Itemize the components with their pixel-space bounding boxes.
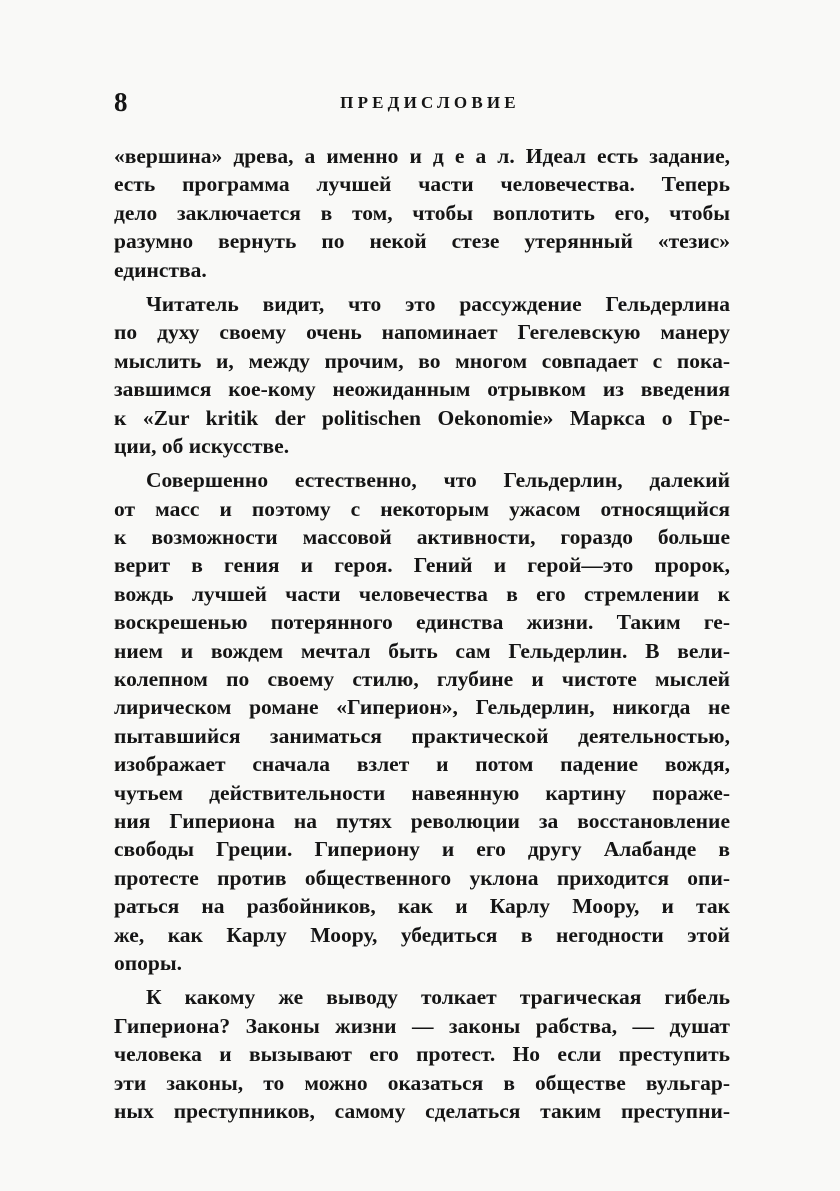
text-line: дело заключается в том, чтобы воплотить его, чтобы — [114, 200, 730, 225]
text-line: по духу своему очень напоминает Гегелевскую манеру — [114, 320, 730, 345]
text-line: воскрешенью потерянного единства жизни. Таким ге- — [114, 610, 730, 635]
text-line: завшимся кое-кому неожиданным отрывком из введения — [114, 377, 730, 402]
text-line: Совершенно естественно, что Гельдерлин, далекий — [146, 468, 730, 493]
text-line: же, как Карлу Моору, убедиться в негодности этой — [114, 922, 730, 947]
text-line: Читатель видит, что это рассуждение Гельдерлина — [146, 291, 730, 316]
text-line: нием и вождем мечтал быть сам Гельдерлин. В вели- — [114, 638, 730, 663]
running-head: ПРЕДИСЛОВИЕ — [340, 93, 520, 112]
text-line: раться на разбойников, как и Карлу Моору, и так — [114, 894, 730, 919]
text-line: человека и вызывают его протест. Но если преступить — [114, 1042, 730, 1067]
text-line: к «Zur kritik der politischen Oekonomie» Маркса о Гре- — [114, 405, 730, 430]
paragraph-4 — [114, 983, 730, 1125]
text-line: эти законы, то можно оказаться в обществе вульгар- — [114, 1070, 730, 1095]
text-line: ции, об искусстве. — [114, 433, 290, 458]
paragraph-2 — [114, 290, 730, 460]
text-line: протесте против общественного уклона приходится опи- — [114, 865, 730, 890]
text-line: лирическом романе «Гиперион», Гельдерлин, никогда не — [114, 695, 730, 720]
text-line: Гипериона? Законы жизни — законы рабства, — душат — [114, 1013, 730, 1038]
text-line: чутьем действительности навеянную картину пораже- — [114, 780, 730, 805]
text-line: разумно вернуть по некой стезе утерянный «тезис» — [114, 229, 730, 254]
text-line: вождь лучшей части человечества в его стремлении к — [114, 581, 730, 606]
text-line: верит в гения и героя. Гений и герой—это пророк, — [114, 553, 730, 578]
text-line: «вершина» древа, а именно и д е а л. Идеал есть задание, — [114, 144, 730, 168]
text-line: колепном по своему стилю, глубине и чистоте мыслей — [114, 667, 730, 692]
text-line: есть программа лучшей части человечества. Теперь — [114, 172, 730, 197]
text-line: мыслить и, между прочим, во многом совпадает с пока- — [114, 348, 730, 373]
paragraph-3 — [114, 466, 730, 977]
text-line: ния Гипериона на путях революции за восстановление — [114, 808, 730, 833]
text-line: изображает сначала взлет и потом падение вождя, — [114, 752, 730, 777]
text-line: опоры. — [114, 950, 183, 975]
text-line: К какому же выводу толкает трагическая гибель — [146, 985, 730, 1010]
text-line: пытавшийся заниматься практической деятельностью, — [114, 723, 730, 748]
text-line: от масс и поэтому с некоторым ужасом относящийся — [114, 496, 730, 521]
text-line: свободы Греции. Гипериону и его другу Алабанде в — [114, 837, 730, 862]
body-text — [114, 142, 730, 1131]
text-line: к возможности массовой активности, гораздо больше — [114, 525, 730, 550]
paragraph-1 — [114, 142, 730, 284]
text-line: ных преступников, самому сделаться таким преступни- — [114, 1098, 730, 1123]
page-number: 8 — [114, 87, 128, 117]
text-line: единства. — [114, 257, 207, 282]
